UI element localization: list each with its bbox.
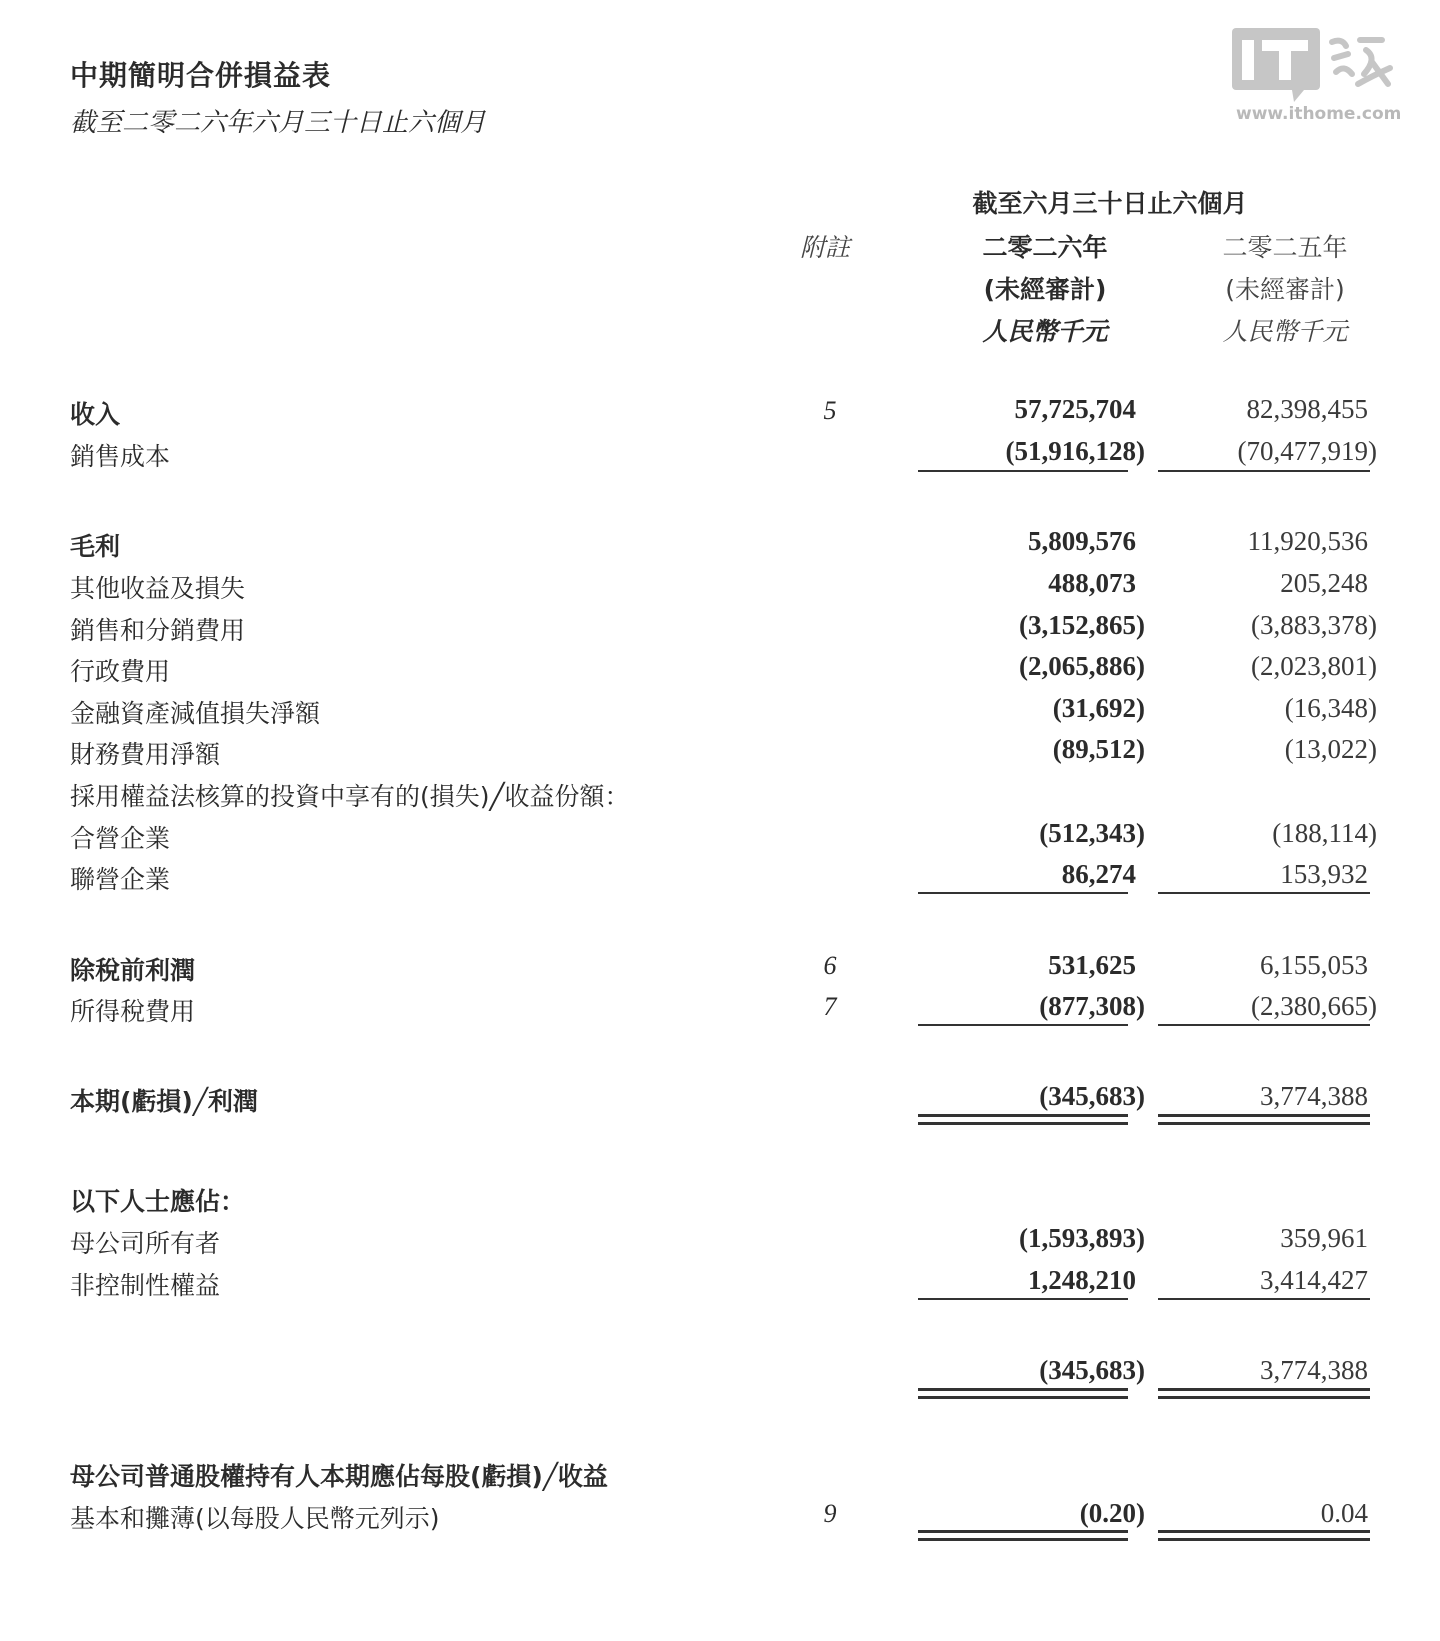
row-current: (345,683) [1039, 1081, 1145, 1111]
total-double-rule [918, 1530, 1128, 1541]
row-prior: (2,023,801) [1251, 651, 1377, 681]
row-label: 聯營企業 [70, 865, 171, 894]
row-prior: 359,961 [1280, 1223, 1368, 1253]
period-heading: 截至六月三十日止六個月 [972, 189, 1248, 218]
row-current: (512,343) [1039, 818, 1145, 848]
total-double-rule [1158, 1114, 1370, 1125]
prior-audit-status: (未經審計) [1225, 275, 1345, 304]
total-double-rule [1158, 1388, 1370, 1399]
row-note: 9 [823, 1499, 837, 1528]
row-label: 母公司所有者 [70, 1229, 221, 1258]
subtotal-rule [918, 1024, 1128, 1026]
ithome-watermark [1232, 24, 1412, 134]
row-label: 財務費用淨額 [70, 740, 221, 769]
row-label: 金融資產減值損失淨額 [70, 699, 321, 728]
row-label: 所得稅費用 [70, 997, 196, 1026]
row-prior: (70,477,919) [1237, 436, 1377, 466]
row-prior: (188,114) [1272, 818, 1377, 848]
current-unit: 人民幣千元 [982, 317, 1108, 346]
row-current: 531,625 [1048, 950, 1136, 980]
prior-year-heading: 二零二五年 [1222, 233, 1348, 262]
row-prior: (3,883,378) [1251, 610, 1377, 640]
row-prior: 3,414,427 [1260, 1265, 1368, 1295]
row-current: (1,593,893) [1019, 1223, 1145, 1253]
current-year-heading: 二零二六年 [982, 233, 1108, 262]
row-label: 毛利 [70, 532, 121, 561]
row-current: 86,274 [1061, 859, 1136, 889]
subtotal-rule [1158, 1298, 1370, 1300]
row-label: 以下人士應佔： [70, 1187, 246, 1216]
ithome-logo-icon [1232, 24, 1402, 104]
row-current: 5,809,576 [1028, 526, 1136, 556]
row-label: 本期(虧損)╱利潤 [70, 1087, 258, 1116]
row-prior: 3,774,388 [1260, 1355, 1368, 1385]
row-label: 基本和攤薄(以每股人民幣元列示) [70, 1504, 440, 1533]
row-current: (31,692) [1052, 693, 1145, 723]
row-label: 銷售和分銷費用 [70, 616, 246, 645]
row-prior: (2,380,665) [1251, 991, 1377, 1021]
subtotal-rule [1158, 1024, 1370, 1026]
row-label: 銷售成本 [70, 442, 171, 471]
row-current: (345,683) [1039, 1355, 1145, 1385]
row-current: 488,073 [1048, 568, 1136, 598]
row-label: 母公司普通股權持有人本期應佔每股(虧損)╱收益 [70, 1462, 608, 1491]
subtotal-rule [918, 470, 1128, 472]
row-prior: (13,022) [1284, 734, 1377, 764]
row-prior: (16,348) [1284, 693, 1377, 723]
row-prior: 82,398,455 [1246, 394, 1368, 424]
row-current: (877,308) [1039, 991, 1145, 1021]
row-current: (89,512) [1052, 734, 1145, 764]
row-prior: 0.04 [1320, 1498, 1368, 1528]
row-current: 57,725,704 [1014, 394, 1136, 424]
row-label: 其他收益及損失 [70, 574, 246, 603]
row-current: 1,248,210 [1028, 1265, 1136, 1295]
watermark-url: www.ithome.com [1236, 104, 1402, 124]
row-label: 收入 [70, 400, 121, 429]
prior-unit: 人民幣千元 [1222, 317, 1348, 346]
row-current: (3,152,865) [1019, 610, 1145, 640]
row-note: 6 [823, 951, 837, 980]
row-label: 非控制性權益 [70, 1271, 221, 1300]
subtotal-rule [1158, 470, 1370, 472]
row-note: 5 [823, 396, 837, 425]
row-label: 除稅前利潤 [70, 956, 196, 985]
subtotal-rule [918, 1298, 1128, 1300]
total-double-rule [1158, 1530, 1370, 1541]
subtotal-rule [918, 892, 1128, 894]
row-prior: 11,920,536 [1247, 526, 1368, 556]
subtotal-rule [1158, 892, 1370, 894]
row-prior: 153,932 [1280, 859, 1368, 889]
row-label: 合營企業 [70, 824, 171, 853]
row-label: 採用權益法核算的投資中享有的(損失)╱收益份額： [70, 782, 630, 811]
row-current: (0.20) [1079, 1498, 1145, 1528]
row-note: 7 [823, 992, 837, 1021]
row-current: (51,916,128) [1005, 436, 1145, 466]
statement-title: 中期簡明合併損益表 [70, 59, 332, 92]
total-double-rule [918, 1114, 1128, 1125]
row-prior: 6,155,053 [1260, 950, 1368, 980]
row-prior: 3,774,388 [1260, 1081, 1368, 1111]
statement-period: 截至二零二六年六月三十日止六個月 [70, 108, 487, 138]
current-audit-status: (未經審計) [983, 275, 1107, 304]
row-label: 行政費用 [70, 657, 171, 686]
row-prior: 205,248 [1280, 568, 1368, 598]
total-double-rule [918, 1388, 1128, 1399]
note-heading: 附註 [799, 233, 850, 262]
row-current: (2,065,886) [1019, 651, 1145, 681]
